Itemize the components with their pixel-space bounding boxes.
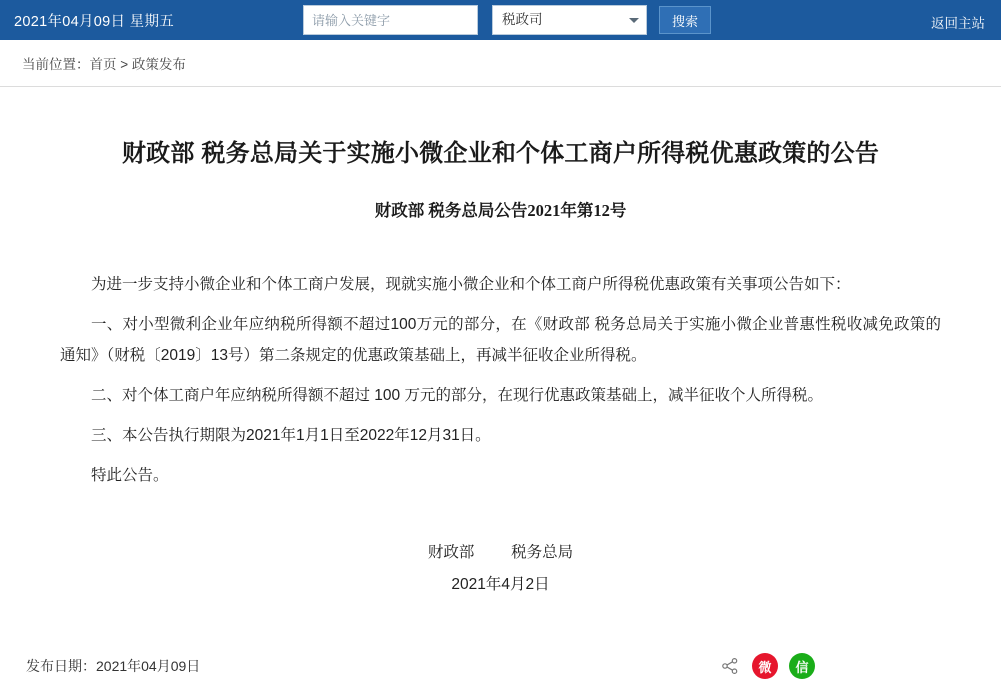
paragraph-closing: 特此公告。 xyxy=(91,467,169,484)
share-icons xyxy=(719,653,975,679)
signature-issuer-2: 税务总局 xyxy=(511,544,574,561)
publish-date xyxy=(26,656,200,676)
signature-date: 2021年4月2日 xyxy=(451,576,550,593)
paragraph-item-2: 二、对个体工商户年应纳税所得额不超过 100 万元的部分，在现行优惠政策基础上，减半征收个人所得税。 xyxy=(91,387,823,404)
share-icon[interactable] xyxy=(719,655,741,677)
paragraph-intro: 为进一步支持小微企业和个体工商户发展，现就实施小微企业和个体工商户所得税优惠政策有关事项公告如下： xyxy=(91,276,851,293)
document-number: 财政部 税务总局公告2021年第12号 xyxy=(374,201,627,220)
wechat-icon[interactable]: 信 xyxy=(789,653,815,679)
search-input[interactable] xyxy=(303,5,478,35)
publish-date-value: 2021年04月09日 xyxy=(96,658,201,674)
document-body xyxy=(60,269,941,491)
breadcrumb[interactable]: 当前位置：首页 > 政策发布 xyxy=(22,57,186,72)
signature-issuer-1: 财政部 xyxy=(427,544,475,561)
signature-block xyxy=(60,537,941,601)
breadcrumb-bar xyxy=(0,40,1001,87)
document-page xyxy=(0,133,1001,695)
footer-bar xyxy=(0,651,1001,681)
publish-date-label: 发布日期： xyxy=(26,658,96,674)
page-title: 财政部 税务总局关于实施小微企业和个体工商户所得税优惠政策的公告 xyxy=(121,140,880,167)
category-select[interactable] xyxy=(492,5,647,35)
signature-issuers xyxy=(60,537,941,569)
category-select-value: 税政司 xyxy=(492,5,647,35)
weibo-icon[interactable]: 微 xyxy=(752,653,778,679)
paragraph-item-3: 三、本公告执行期限为2021年1月1日至2022年12月31日。 xyxy=(91,427,491,444)
search-button[interactable]: 搜索 xyxy=(659,6,711,34)
top-bar xyxy=(0,0,1001,40)
back-to-main-site-link[interactable]: 返回主站 xyxy=(931,16,985,31)
current-date: 2021年04月09日 星期五 xyxy=(14,13,175,30)
paragraph-item-1: 一、对小型微利企业年应纳税所得额不超过100万元的部分，在《财政部 税务总局关于实施小微企业普惠性税收减免政策的通知》（财税〔2019〕13号）第二条规定的优惠政策基础上，再减半征收企业所得税。 xyxy=(60,316,941,364)
chevron-down-icon xyxy=(629,18,639,23)
search-area xyxy=(303,5,711,35)
